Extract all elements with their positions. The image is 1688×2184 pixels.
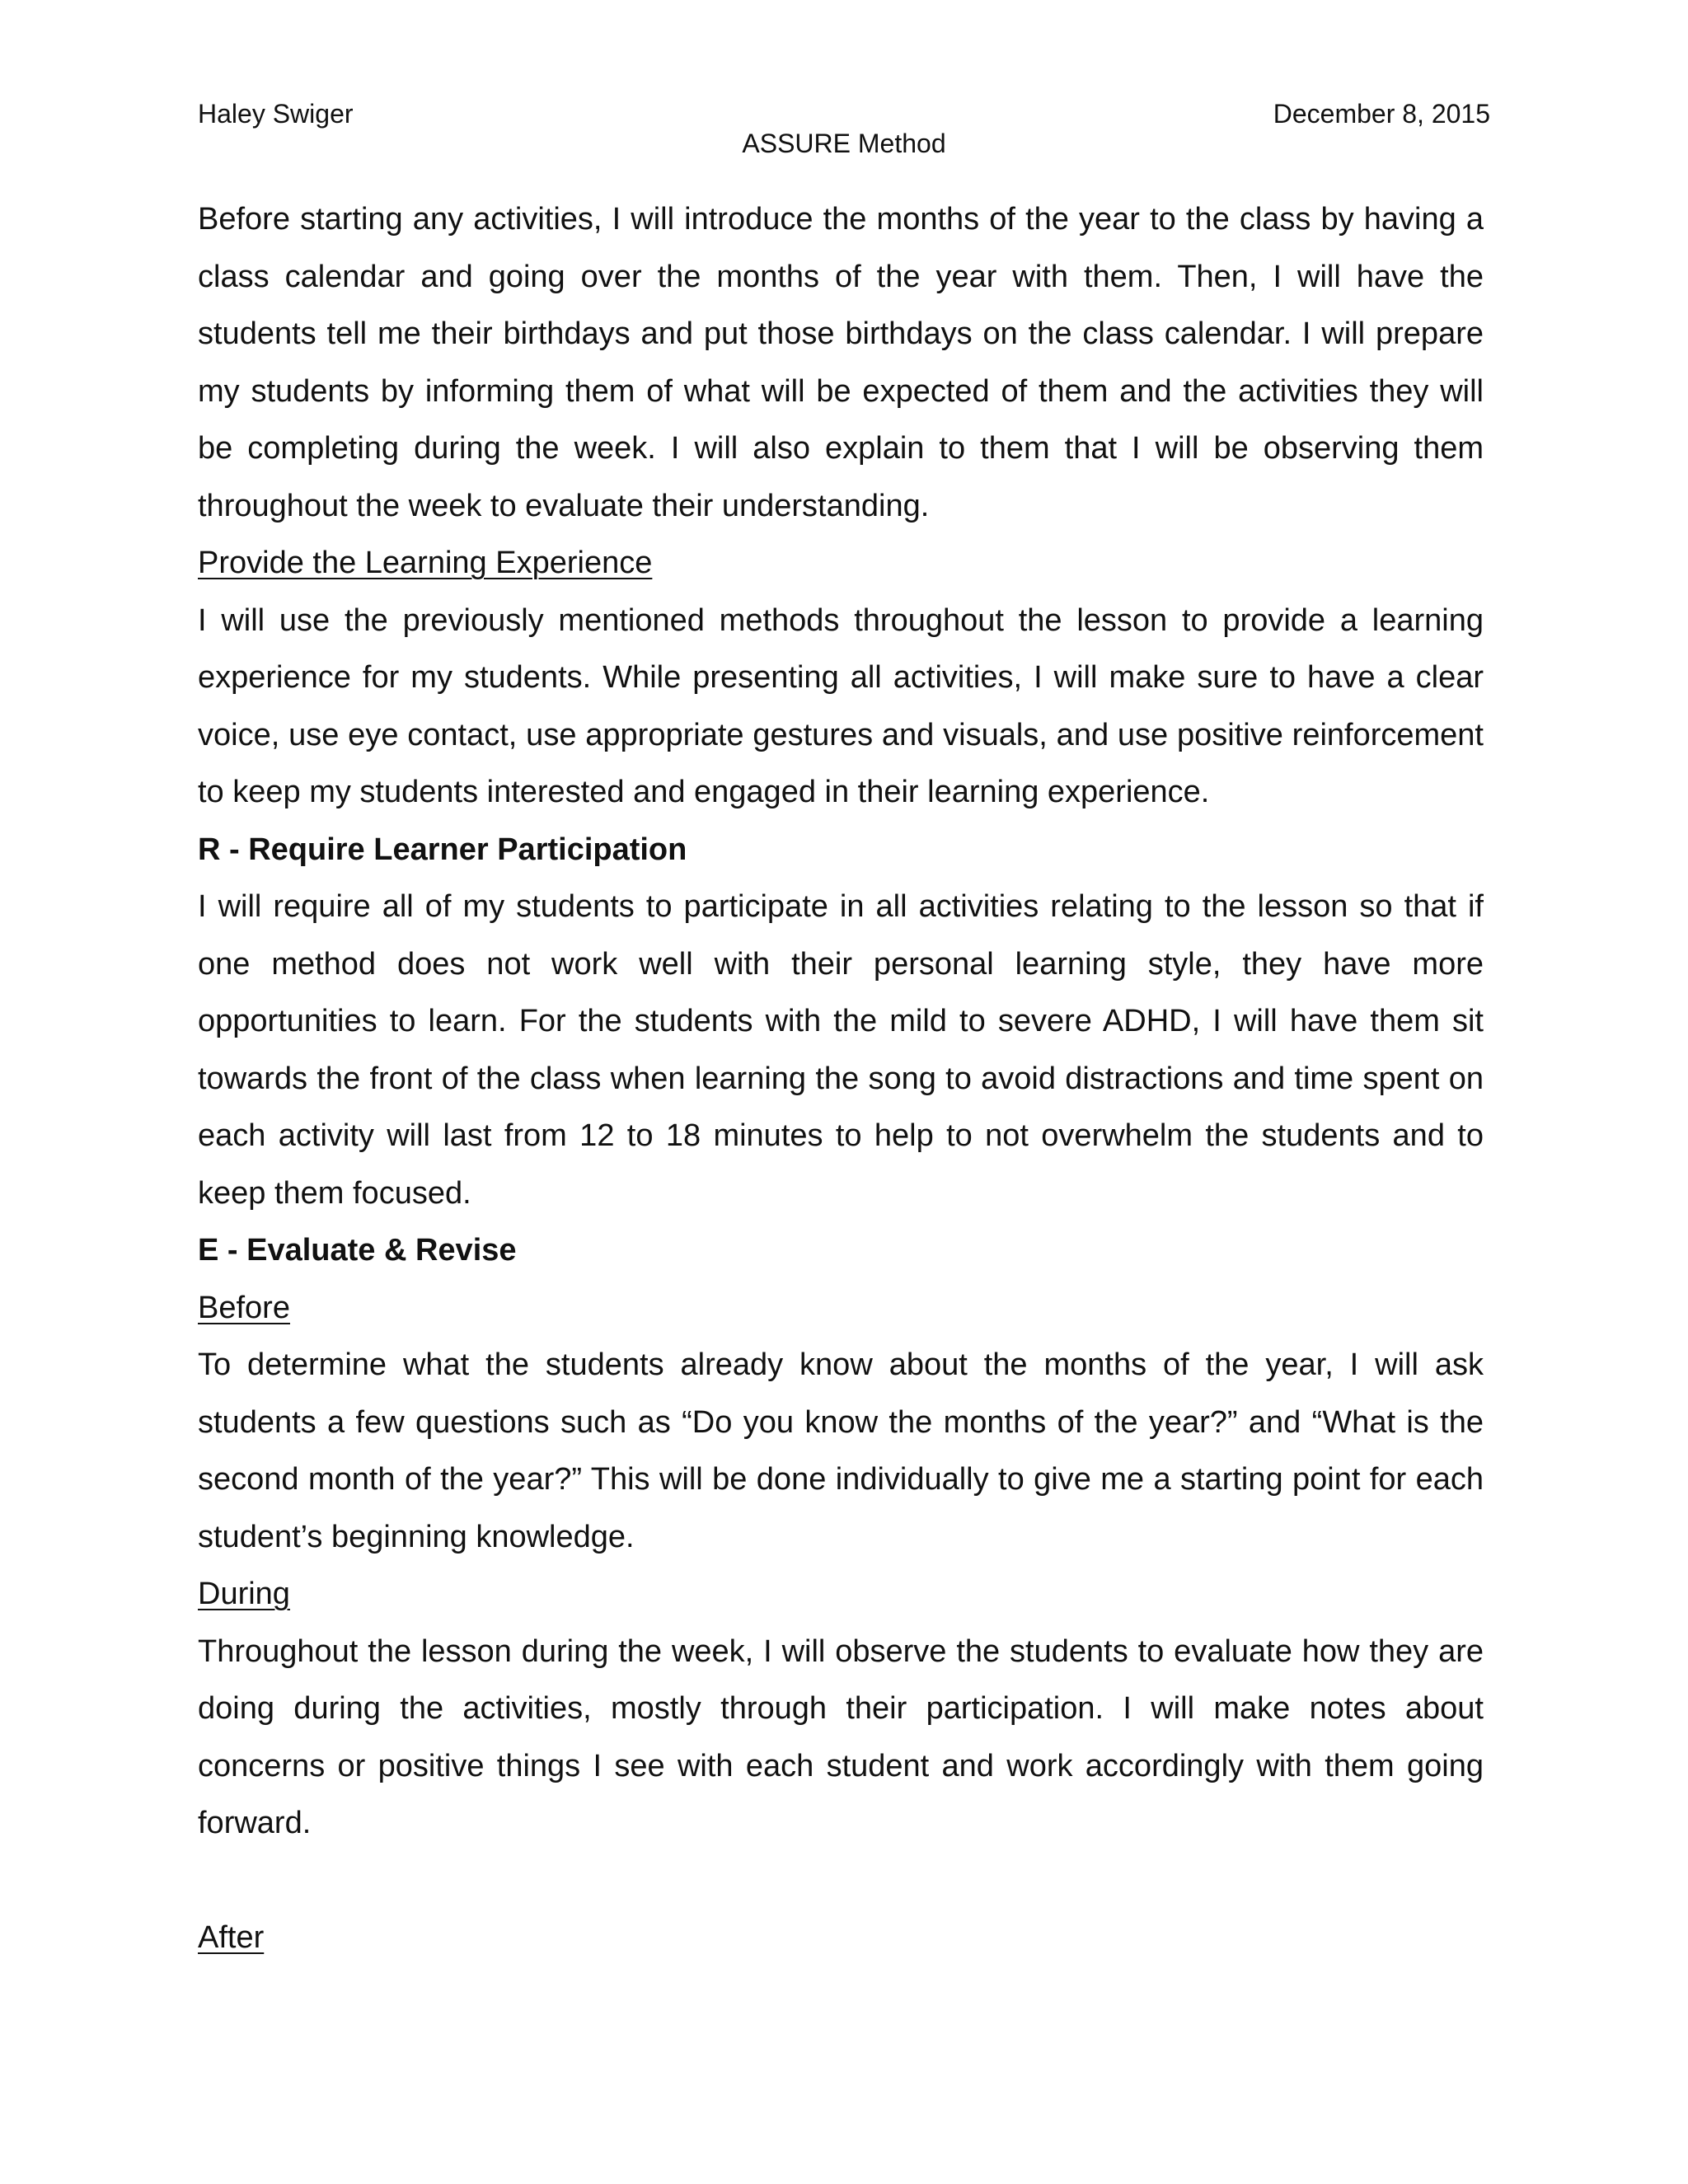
document-body bbox=[198, 191, 1484, 1967]
during-heading: During bbox=[198, 1577, 290, 1611]
require-paragraph: I will require all of my students to participate in all activities relating to the lesson so that if one method does not work well with their personal learning style, they have more opportunities to learn. For the students with the mild to severe ADHD, I will have them sit towards the front of the class when learning the song to avoid distractions and time spent on each activity will last from 12 to 18 minutes to help to not overwhelm the students and to keep them focused. bbox=[198, 889, 1484, 1211]
before-paragraph: To determine what the students already know about the months of the year, I will ask students a few questions such as “Do you know the months of the year?” and “What is the second month of the year?” This will be done individually to give me a starting point for each student’s beginning knowledge. bbox=[198, 1347, 1484, 1554]
document-date: December 8, 2015 bbox=[1273, 99, 1490, 129]
evaluate-heading: E - Evaluate & Revise bbox=[198, 1233, 517, 1268]
document-title: ASSURE Method bbox=[742, 129, 946, 158]
after-heading: After bbox=[198, 1920, 265, 1955]
before-heading: Before bbox=[198, 1290, 290, 1325]
provide-paragraph: I will use the previously mentioned methods throughout the lesson to provide a learning experience for my students. While presenting all activities, I will make sure to have a clear voice, use eye contact, use appropriate gestures and visuals, and use positive reinforcement to keep my students interested and engaged in their learning experience. bbox=[198, 602, 1484, 809]
provide-heading: Provide the Learning Experience bbox=[198, 546, 653, 580]
require-heading: R - Require Learner Participation bbox=[198, 832, 687, 867]
during-paragraph: Throughout the lesson during the week, I will observe the students to evaluate how they are doing during the activities, mostly through their participation. I will make notes about concerns or positive things I see with each student and work accordingly with them going forward. bbox=[198, 1633, 1484, 1840]
author-name: Haley Swiger bbox=[198, 99, 354, 129]
intro-paragraph: Before starting any activities, I will introduce the months of the year to the class by having a class calendar and going over the months of the year with them. Then, I will have the students tell me their birthdays and put those birthdays on the class calendar. I will prepare my students by informing them of what will be expected of them and the activities they will be completing during the week. I will also explain to them that I will be observing them throughout the week to evaluate their understanding. bbox=[198, 202, 1484, 523]
blank-line bbox=[198, 1853, 1484, 1910]
